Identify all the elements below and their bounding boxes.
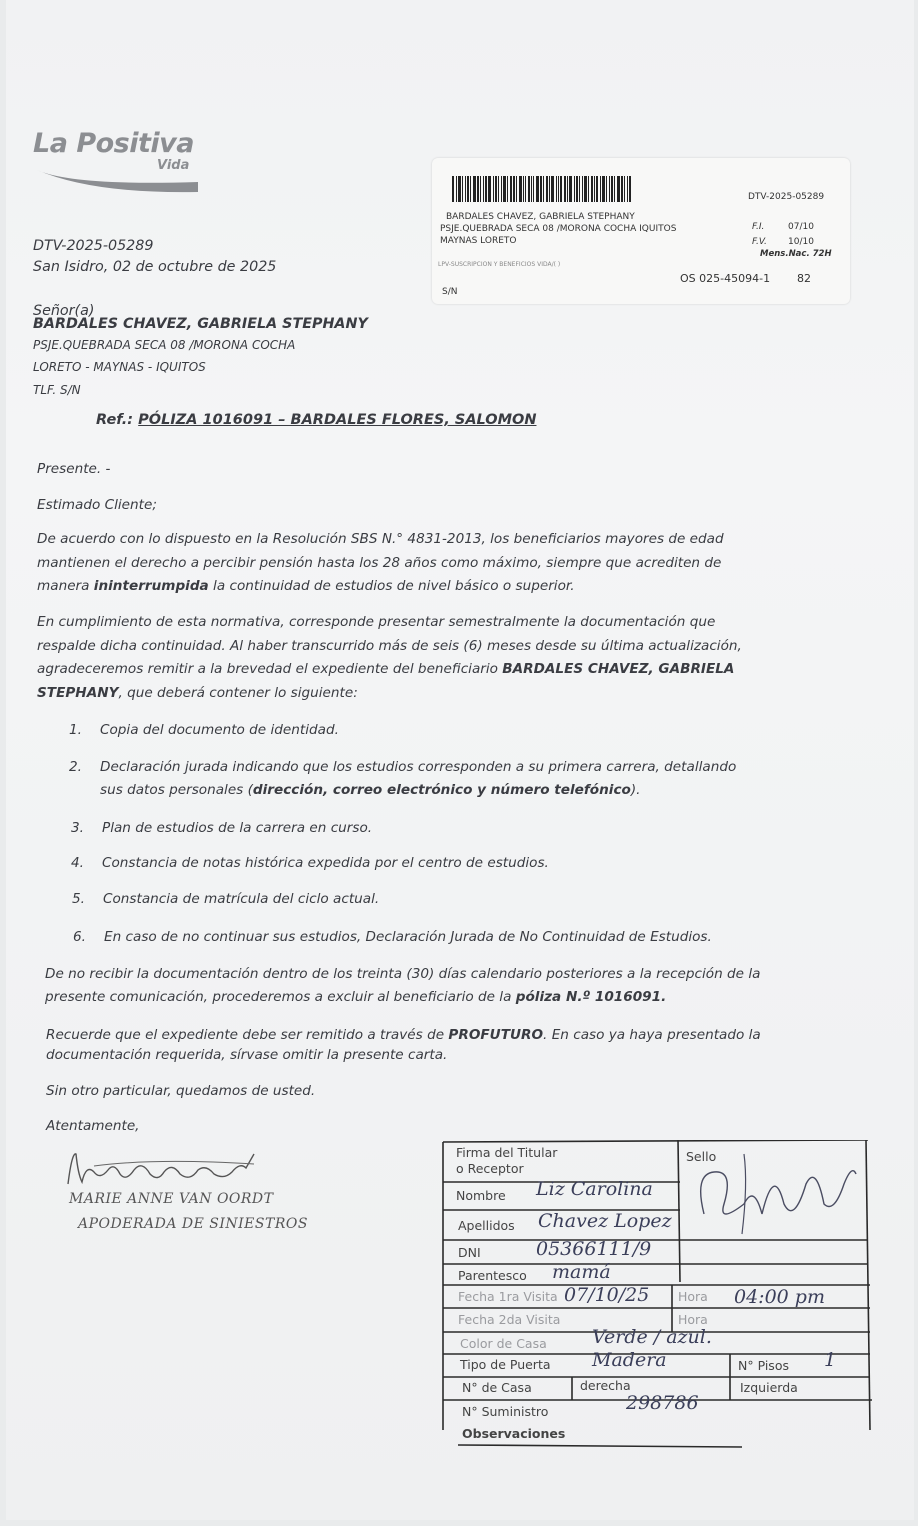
barcode-bar <box>523 176 524 202</box>
policy-number: póliza N.º 1016091. <box>515 989 667 1005</box>
list-item: 2. Declaración jurada indicando que los estudios corresponden a su primera carrera, detallando <box>69 759 737 775</box>
label-fi-label: F.I. <box>752 222 765 232</box>
stamp-casa-label: N° de Casa <box>462 1380 532 1395</box>
label-fi: 07/10 <box>788 222 814 232</box>
barcode-bar <box>588 176 589 202</box>
label-address-2: MAYNAS LORETO <box>440 236 517 246</box>
logo-brand: La Positiva <box>33 128 194 159</box>
barcode-bar <box>621 176 623 202</box>
emphasis: ininterrumpida <box>93 578 209 594</box>
barcode-bar <box>467 176 469 202</box>
barcode-bar <box>540 176 542 202</box>
stamp-firma-label: Firma del Titular <box>456 1145 558 1160</box>
barcode-bar <box>576 176 578 202</box>
courier-label <box>432 158 850 304</box>
barcode-icon <box>452 176 632 202</box>
barcode-bar <box>477 176 479 202</box>
stamp-parentesco-label: Parentesco <box>458 1268 527 1283</box>
paragraph-3-line: presente comunicación, procederemos a excluir al beneficiario de la póliza N.º 1016091. <box>45 989 667 1005</box>
label-doc-number: DTV-2025-05289 <box>748 192 825 202</box>
list-item: 4. Constancia de notas histórica expedida por el centro de estudios. <box>71 855 549 871</box>
salutation-title: Señor(a) <box>33 303 95 319</box>
barcode-bar <box>617 176 620 202</box>
barcode-bar <box>516 176 517 202</box>
stamp-izquierda-label: Izquierda <box>740 1380 798 1395</box>
barcode-bar <box>614 176 615 202</box>
barcode-bar <box>558 176 559 202</box>
beneficiary-name: STEPHANY <box>37 685 119 701</box>
doc-number: DTV-2025-05289 <box>33 238 154 254</box>
barcode-bar <box>510 176 512 202</box>
barcode-bar <box>533 176 534 202</box>
barcode-bar <box>458 176 461 202</box>
list-item: 3. Plan de estudios de la carrera en curso. <box>71 820 373 836</box>
list-item: 5. Constancia de matrícula del ciclo actual. <box>72 891 380 907</box>
barcode-bar <box>483 176 484 202</box>
barcode-bar <box>470 176 471 202</box>
label-sn: S/N <box>442 287 458 297</box>
barcode-bar <box>513 176 515 202</box>
phone: TLF. S/N <box>33 383 81 397</box>
visit-stamp <box>440 1140 878 1460</box>
list-item: 6. En caso de no continuar sus estudios, Declaración Jurada de No Continuidad de Estudios. <box>73 929 712 945</box>
barcode-bar <box>507 176 508 202</box>
barcode-bar <box>501 176 502 202</box>
handwritten-hora: 04:00 pm <box>734 1286 825 1308</box>
paragraph-1-line: manera ininterrumpida la continuidad de estudios de nivel básico o superior. <box>37 578 575 594</box>
barcode-bar <box>567 176 568 202</box>
barcode-bar <box>609 176 610 202</box>
stamp-derecha-label: derecha <box>580 1378 631 1393</box>
presente: Presente. - <box>37 461 111 477</box>
handwritten-apellidos: Chavez Lopez <box>538 1210 672 1232</box>
barcode-bar <box>582 176 583 202</box>
barcode-bar <box>531 176 532 202</box>
barcode-bar <box>480 176 481 202</box>
address-line-2: LORETO - MAYNAS - IQUITOS <box>33 360 206 374</box>
barcode-bar <box>569 176 572 202</box>
stamp-color-label: Color de Casa <box>460 1336 547 1351</box>
stamp-puerta-label: Tipo de Puerta <box>460 1357 551 1372</box>
barcode-bar <box>629 176 631 202</box>
stamp-sello-label: Sello <box>686 1149 717 1164</box>
label-name: BARDALES CHAVEZ, GABRIELA STEPHANY <box>446 212 635 222</box>
label-service: LPV-SUSCRIPCION Y BENEFICIOS VIDA/( ) <box>438 261 561 268</box>
barcode-bar <box>584 176 587 202</box>
logo-sub: Vida <box>157 158 190 173</box>
barcode-bar <box>493 176 494 202</box>
reference <box>96 412 536 428</box>
paragraph-3-line: De no recibir la documentación dentro de los treinta (30) días calendario posteriores a la recepción de la <box>45 966 761 982</box>
stamp-dni-label: DNI <box>458 1245 481 1260</box>
barcode-bar <box>606 176 607 202</box>
stamp-fecha1-label: Fecha 1ra Visita <box>458 1289 558 1304</box>
barcode-bar <box>525 176 526 202</box>
barcode-bar <box>594 176 595 202</box>
closing-line: Sin otro particular, quedamos de usted. <box>46 1083 316 1099</box>
barcode-bar <box>485 176 487 202</box>
receiver-signature-scribble <box>684 1144 864 1244</box>
barcode-bar <box>519 176 522 202</box>
place-date: San Isidro, 02 de octubre de 2025 <box>33 259 277 275</box>
handwritten-dni: 05366111/9 <box>536 1238 652 1260</box>
handwritten-pisos: 1 <box>824 1349 837 1371</box>
label-os-num: 82 <box>797 272 811 285</box>
barcode-bar <box>498 176 499 202</box>
barcode-bar <box>574 176 575 202</box>
barcode-bar <box>488 176 491 202</box>
stamp-nombre-label: Nombre <box>456 1188 506 1203</box>
stamp-apellidos-label: Apellidos <box>458 1218 515 1233</box>
signer-role: APODERADA DE SINIESTROS <box>78 1216 308 1232</box>
paragraph-2-line: STEPHANY, que deberá contener lo siguiente: <box>37 685 358 701</box>
handwritten-color: Verde / azul. <box>592 1326 712 1348</box>
label-mens: Mens.Nac. 72H <box>760 249 832 259</box>
label-fv-label: F.V. <box>752 237 767 247</box>
profuturo: PROFUTURO <box>448 1027 544 1043</box>
stamp-observaciones-label: Observaciones <box>462 1426 566 1441</box>
recipient-name: BARDALES CHAVEZ, GABRIELA STEPHANY <box>33 316 368 332</box>
barcode-bar <box>536 176 539 202</box>
stamp-firma-label: o Receptor <box>456 1161 524 1176</box>
paragraph-1-line: mantienen el derecho a percibir pensión hasta los 28 años como máximo, siempre que acrediten de <box>37 555 722 571</box>
barcode-bar <box>495 176 497 202</box>
address-line-1: PSJE.QUEBRADA SECA 08 /MORONA COCHA <box>33 338 296 352</box>
handwritten-fecha: 07/10/25 <box>564 1284 650 1306</box>
label-address-1: PSJE.QUEBRADA SECA 08 /MORONA COCHA IQUITOS <box>440 224 677 234</box>
barcode-bar <box>473 176 476 202</box>
label-fv: 10/10 <box>788 237 814 247</box>
barcode-bar <box>546 176 548 202</box>
paragraph-2-line: En cumplimiento de esta normativa, corresponde presentar semestralmente la documentación que <box>37 614 716 630</box>
paragraph-1-line: De acuerdo con lo dispuesto en la Resolución SBS N.° 4831-2013, los beneficiarios mayores de edad <box>37 531 724 547</box>
barcode-bar <box>465 176 466 202</box>
paragraph-4-line: Recuerde que el expediente debe ser remitido a través de PROFUTURO. En caso ya haya presentado la <box>46 1027 761 1043</box>
barcode-bar <box>627 176 628 202</box>
barcode-bar <box>503 176 506 202</box>
barcode-bar <box>452 176 454 202</box>
barcode-bar <box>564 176 566 202</box>
handwritten-suministro: 298786 <box>626 1392 699 1414</box>
stamp-hora2-label: Hora <box>678 1312 708 1327</box>
label-os: OS 025-45094-1 <box>680 272 771 285</box>
barcode-bar <box>591 176 593 202</box>
barcode-bar <box>579 176 580 202</box>
reference-label: Ref.: <box>96 412 134 428</box>
barcode-bar <box>543 176 544 202</box>
paragraph-4-line: documentación requerida, sírvase omitir la presente carta. <box>46 1047 448 1063</box>
handwritten-nombre: Liz Carolina <box>536 1178 653 1200</box>
barcode-bar <box>560 176 562 202</box>
barcode-bar <box>624 176 625 202</box>
barcode-bar <box>549 176 550 202</box>
list-item: 1. Copia del documento de identidad. <box>69 722 339 738</box>
barcode-bar <box>456 176 457 202</box>
barcode-bar <box>596 176 598 202</box>
list-item-continuation: sus datos personales (dirección, correo electrónico y número telefónico). <box>100 782 641 798</box>
closing-line: Atentamente, <box>46 1118 140 1134</box>
company-logo <box>33 128 194 173</box>
barcode-bar <box>556 176 557 202</box>
stamp-pisos-label: N° Pisos <box>738 1358 789 1373</box>
handwritten-puerta: Madera <box>592 1349 667 1371</box>
greeting: Estimado Cliente; <box>37 497 157 513</box>
barcode-bar <box>611 176 613 202</box>
paragraph-2-line: agradeceremos remitir a la brevedad el expediente del beneficiario BARDALES CHAVEZ, GABRIELA <box>37 661 735 677</box>
signer-name: MARIE ANNE VAN OORDT <box>69 1191 274 1207</box>
barcode-bar <box>602 176 605 202</box>
stamp-hora1-label: Hora <box>678 1289 708 1304</box>
stamp-suministro-label: N° Suministro <box>462 1404 549 1419</box>
stamp-fecha2-label: Fecha 2da Visita <box>458 1312 561 1327</box>
barcode-bar <box>528 176 530 202</box>
reference-text: PÓLIZA 1016091 – BARDALES FLORES, SALOMON <box>138 412 537 428</box>
handwritten-parentesco: mamá <box>552 1261 611 1283</box>
beneficiary-name: BARDALES CHAVEZ, GABRIELA <box>502 661 735 677</box>
barcode-bar <box>462 176 463 202</box>
barcode-bar <box>551 176 554 202</box>
barcode-bar <box>600 176 601 202</box>
logo-swoosh-icon <box>33 168 203 194</box>
paragraph-2-line: respalde dicha continuidad. Al haber transcurrido más de seis (6) meses desde su última actualización, <box>37 638 742 654</box>
